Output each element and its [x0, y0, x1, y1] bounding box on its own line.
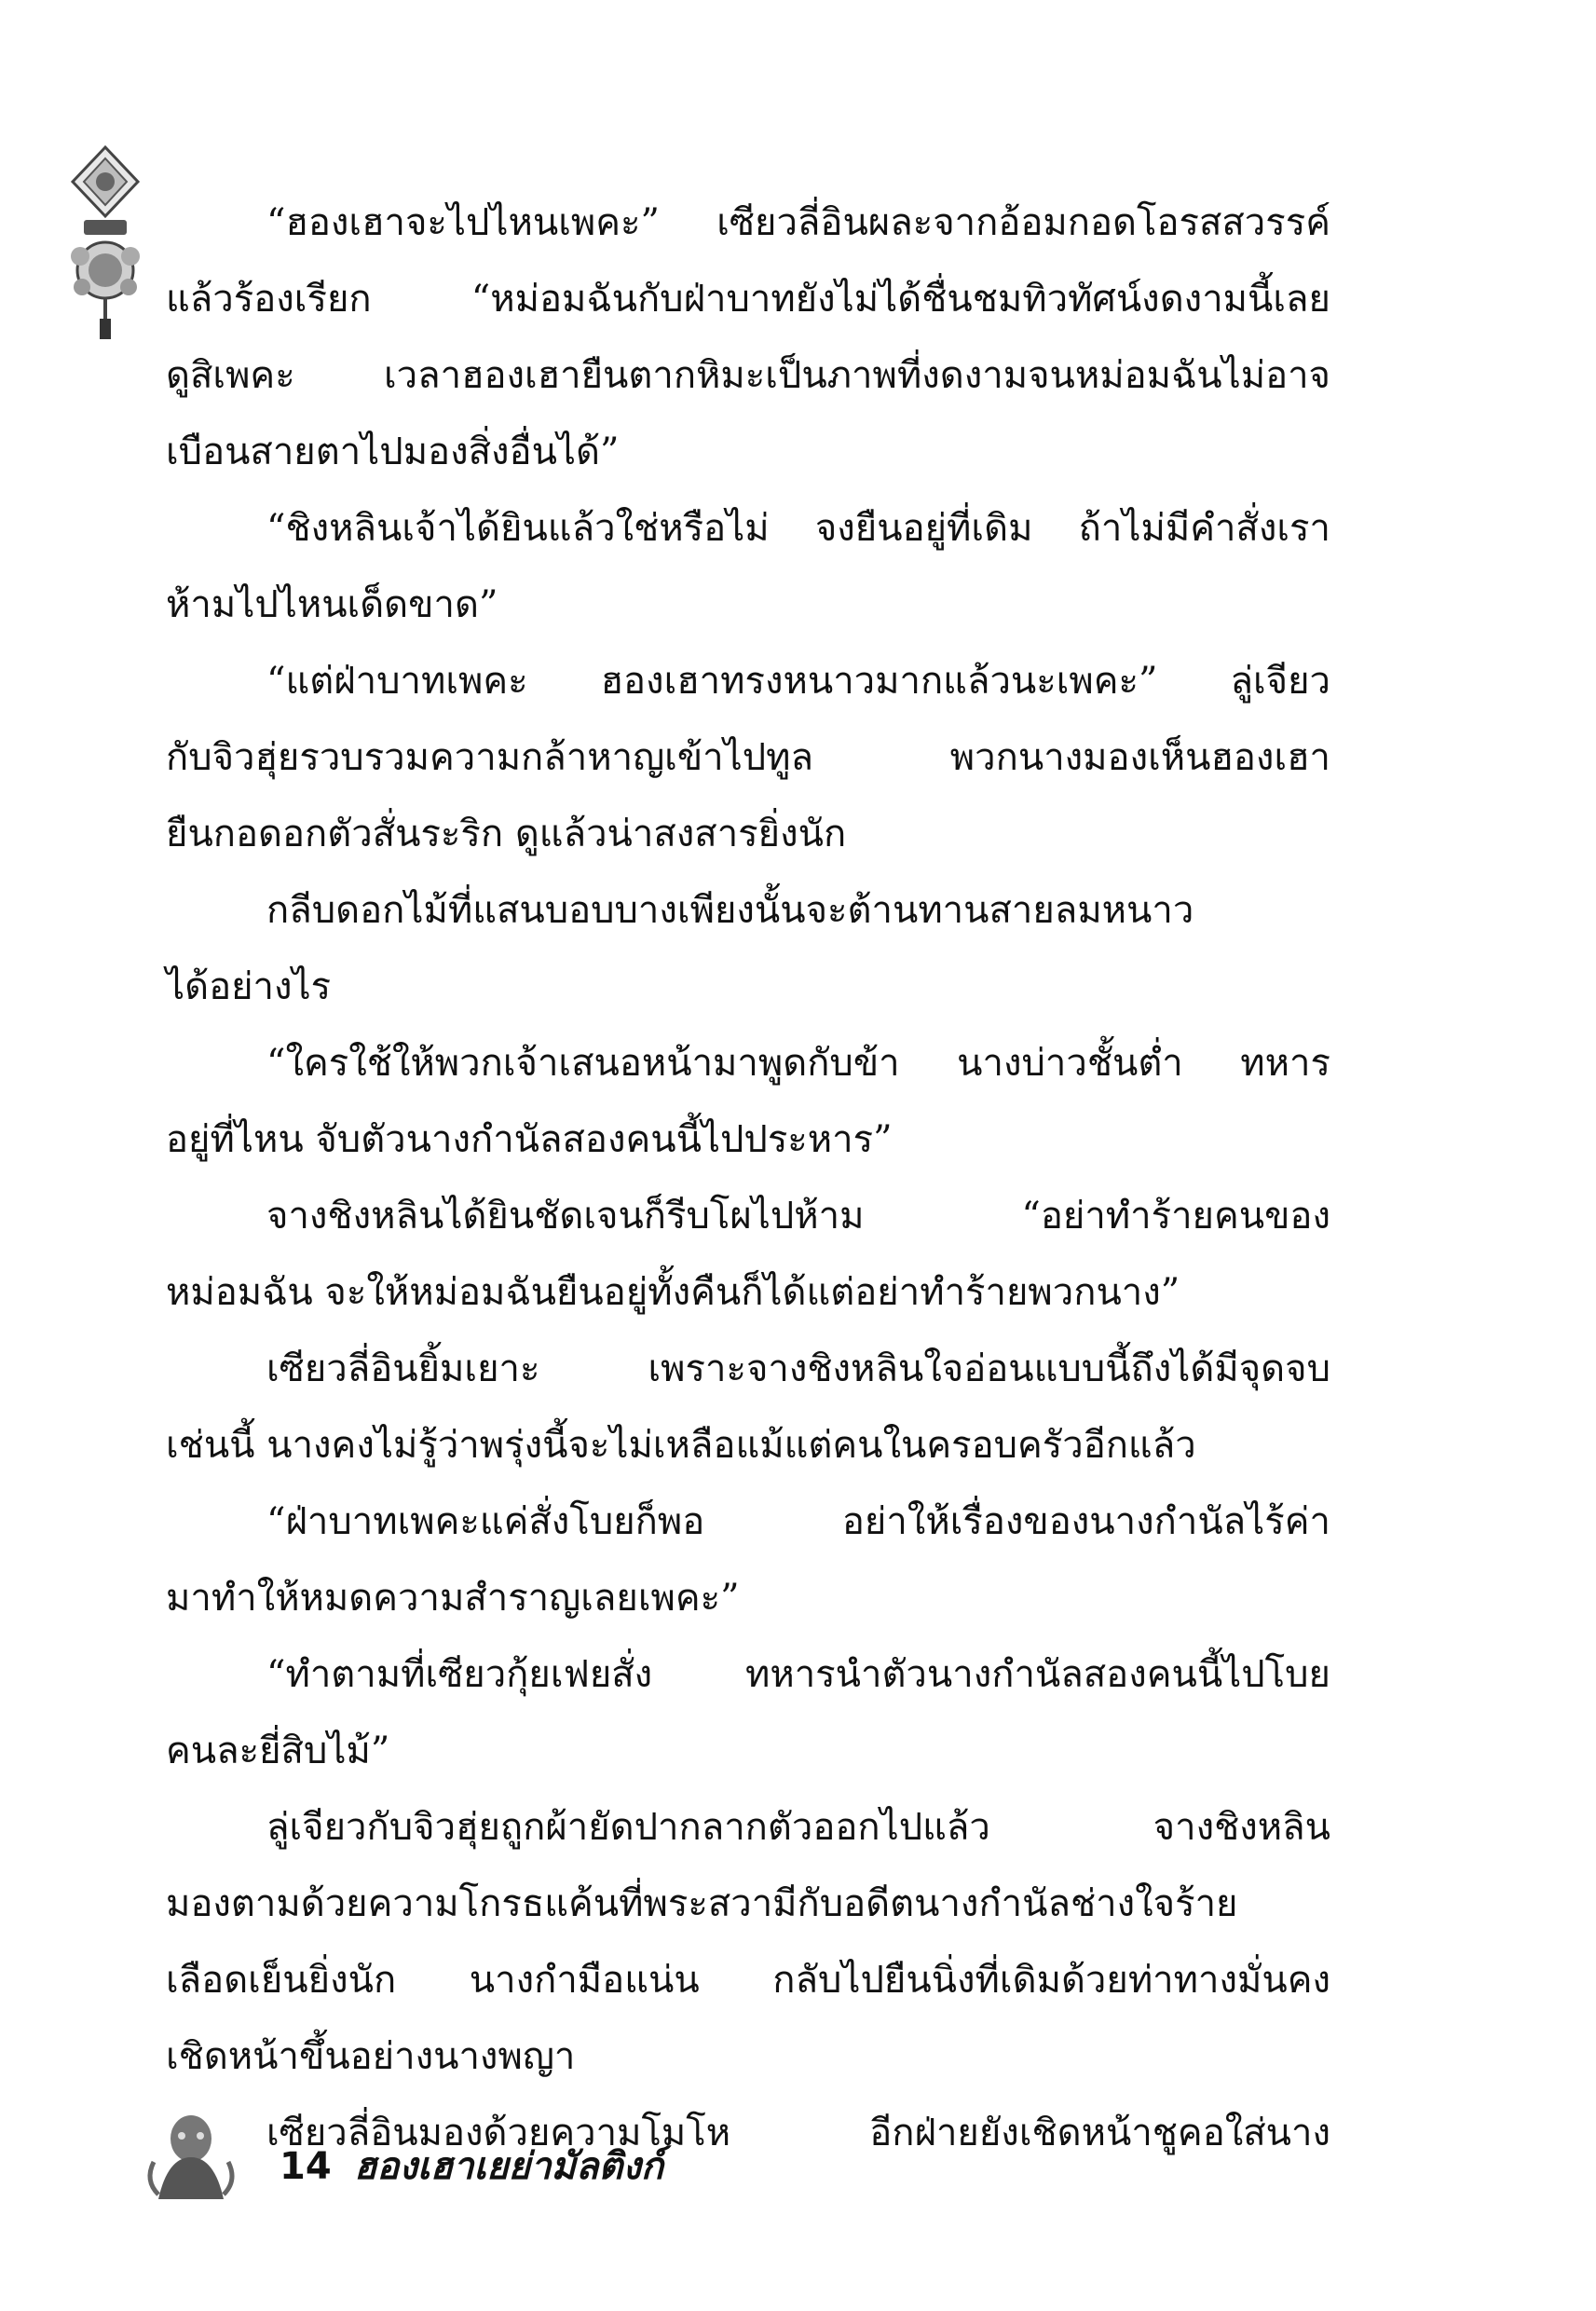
- text-line: “ชิงหลินเจ้าได้ยินแล้วใช่หรือไม่ จงยืนอยู่ที่เดิม ถ้าไม่มีคำสั่งเรา: [266, 507, 1330, 550]
- text-line: คนละยี่สิบไม้”: [166, 1730, 390, 1772]
- text-line: เซียวลี่อินยิ้มเยาะ เพราะจางชิงหลินใจอ่อนแบบนี้ถึงได้มีจุดจบ: [266, 1347, 1330, 1390]
- text-line: ลู่เจียวกับจิวฮุ่ยถูกผ้ายัดปากลากตัวออกไปแล้ว จางชิงหลิน: [266, 1806, 1330, 1849]
- book-title: ฮองเฮาเยย่ามัลติงก์: [354, 2145, 664, 2188]
- text-line: ยืนกอดอกตัวสั่นระริก ดูแล้วน่าสงสารยิ่งนัก: [166, 813, 847, 855]
- text-line: มองตามด้วยความโกรธแค้นที่พระสวามีกับอดีตนางกำนัลช่างใจร้าย: [166, 1882, 1238, 1925]
- text-line: ดูสิเพคะ เวลาฮองเฮายืนตากหิมะเป็นภาพที่งดงามจนหม่อมฉันไม่อาจ: [166, 354, 1330, 397]
- body-text: [166, 185, 1330, 2171]
- text-line: “ฮองเฮาจะไปไหนเพคะ” เซียวลี่อินผละจากอ้อมกอดโอรสสวรรค์: [266, 201, 1330, 244]
- text-line: “ฝ่าบาทเพคะแค่สั่งโบยก็พอ อย่าให้เรื่องของนางกำนัลไร้ค่า: [266, 1500, 1330, 1543]
- decorative-lantern-ornament-icon: [54, 140, 157, 354]
- text-line: แล้วร้องเรียก “หม่อมฉันกับฝ่าบาทยังไม่ได้ชื่นชมทิวทัศน์งดงามนี้เลย: [166, 278, 1330, 321]
- text-line: เลือดเย็นยิ่งนัก นางกำมือแน่น กลับไปยืนนิ่งที่เดิมด้วยท่าทางมั่นคง: [166, 1959, 1330, 2002]
- text-line: “ใครใช้ให้พวกเจ้าเสนอหน้ามาพูดกับข้า นางบ่าวชั้นต่ำ ทหาร: [266, 1042, 1330, 1085]
- text-line: กลีบดอกไม้ที่แสนบอบบางเพียงนั้นจะต้านทานสายลมหนาว: [266, 889, 1194, 932]
- text-line: กับจิวฮุ่ยรวบรวมความกล้าหาญเข้าไปทูล พวกนางมองเห็นฮองเฮา: [166, 736, 1330, 779]
- page-footer: [140, 2106, 792, 2218]
- text-line: เช่นนี้ นางคงไม่รู้ว่าพรุ่งนี้จะไม่เหลือแม้แต่คนในครอบครัวอีกแล้ว: [166, 1424, 1196, 1467]
- text-line: อยู่ที่ไหน จับตัวนางกำนัลสองคนนี้ไปประหาร”: [166, 1118, 893, 1161]
- text-line: “ทำตามที่เซียวกุ้ยเฟยสั่ง ทหารนำตัวนางกำนัลสองคนนี้ไปโบย: [266, 1653, 1330, 1696]
- text-line: เบือนสายตาไปมองสิ่งอื่นได้”: [166, 431, 620, 473]
- text-line: มาทำให้หมดความสำราญเลยเพคะ”: [166, 1577, 740, 1620]
- text-line: หม่อมฉัน จะให้หม่อมฉันยืนอยู่ทั้งคืนก็ได้แต่อย่าทำร้ายพวกนาง”: [166, 1271, 1180, 1314]
- text-line: จางชิงหลินได้ยินชัดเจนก็รีบโผไปห้าม “อย่าทำร้ายคนของ: [266, 1195, 1330, 1238]
- decorative-ornament: [54, 140, 157, 354]
- figure-silhouette-icon: [140, 2106, 242, 2208]
- text-line: ได้อย่างไร: [166, 965, 332, 1008]
- text-line: ห้ามไปไหนเด็ดขาด”: [166, 583, 498, 626]
- text-line: “แต่ฝ่าบาทเพคะ ฮองเฮาทรงหนาวมากแล้วนะเพคะ” ลู่เจียว: [266, 660, 1330, 703]
- text-line: เซียวลี่อินมองด้วยความโมโห อีกฝ่ายยังเชิดหน้าชูคอใส่นาง: [266, 2112, 1330, 2154]
- text-line: เชิดหน้าขึ้นอย่างนางพญา: [166, 2035, 576, 2078]
- page-number: 14: [280, 2145, 332, 2188]
